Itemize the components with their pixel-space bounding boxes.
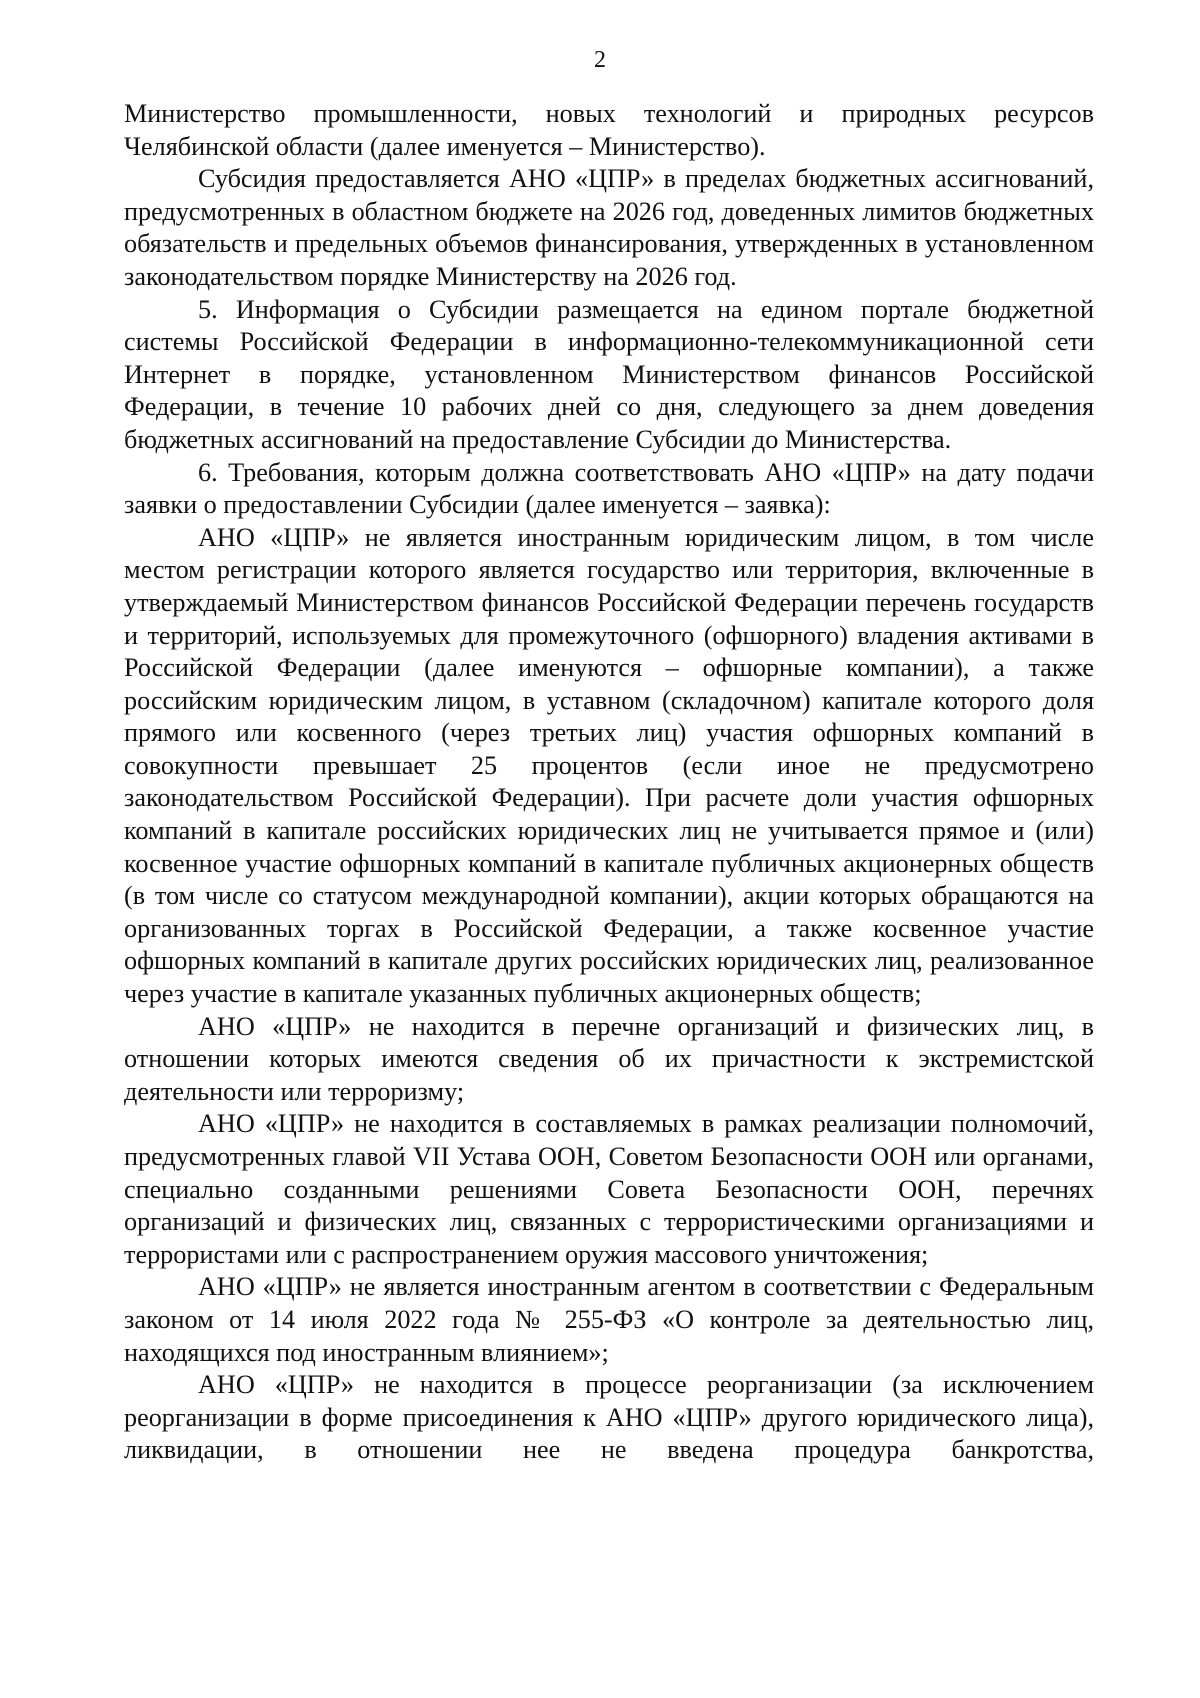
paragraph-item-6-requirements: 6. Требования, которым должна соответствовать АНО «ЦПР» на дату подачи заявки о предоставлении Субсидии (далее именуется – заявка): [124, 457, 1094, 520]
page-number: 2 [594, 47, 606, 73]
paragraph-reorganization-requirement: АНО «ЦПР» не находится в процессе реорганизации (за исключением реорганизации в форме присоединения к АНО «ЦПР» другого юридического лица), ликвидации, в отношении нее не введена процедура банкротства, [124, 1370, 1094, 1465]
paragraph-subsidy-budget: Субсидия предоставляется АНО «ЦПР» в пределах бюджетных ассигнований, предусмотренных в областном бюджете на 2026 год, доведенных лимитов бюджетных обязательств и предельных объемов финансирования, утвержденных в установленном законодательством порядке Министерству на 2026 год. [124, 164, 1094, 291]
paragraph-ministry-definition: Министерство промышленности, новых технологий и природных ресурсов Челябинской области (далее именуется – Министерство). [124, 99, 1094, 161]
paragraph-un-list-requirement: АНО «ЦПР» не находится в составляемых в рамках реализации полномочий, предусмотренных главой VII Устава ООН, Советом Безопасности ООН или органами, специально созданными решениями Совета Безопасности ООН, перечнях организаций и физических лиц, связанных с террористическими организациями и террористами или с распространением оружия массового уничтожения; [124, 1109, 1094, 1269]
paragraph-item-5-information: 5. Информация о Субсидии размещается на едином портале бюджетной системы Российской Федерации в информационно-телекоммуникационной сети Интернет в порядке, установленном Министерством финансов Российской Федерации, в течение 10 рабочих дней со дня, следующего за днем доведения бюджетных ассигнований на предоставление Субсидии до Министерства. [124, 294, 1094, 454]
paragraph-foreign-agent-requirement: АНО «ЦПР» не является иностранным агентом в соответствии с Федеральным законом от 14 июля 2022 года № 255-ФЗ «О контроле за деятельностью лиц, находящихся под иностранным влиянием»; [124, 1272, 1094, 1367]
document-body [124, 98, 1094, 1467]
paragraph-extremism-requirement: АНО «ЦПР» не находится в перечне организаций и физических лиц, в отношении которых имеются сведения об их причастности к экстремистской деятельности или терроризму; [124, 1011, 1094, 1106]
paragraph-offshore-requirement: АНО «ЦПР» не является иностранным юридическим лицом, в том числе местом регистрации которого является государство или территория, включенные в утверждаемый Министерством финансов Российской Федерации перечень государств и территорий, используемых для промежуточного (офшорного) владения активами в Российской Федерации (далее именуются – офшорные компании), а также российским юридическим лицом, в уставном (складочном) капитале которого доля прямого или косвенного (через третьих лиц) участия офшорных компаний в совокупности превышает 25 процентов (если иное не предусмотрено законодательством Российской Федерации). При расчете доли участия офшорных компаний в капитале российских юридических лиц не учитывается прямое и (или) косвенное участие офшорных компаний в капитале публичных акционерных обществ (в том числе со статусом международной компании), акции которых обращаются на организованных торгах в Российской Федерации, а также косвенное участие офшорных компаний в капитале других российских юридических лиц, реализованное через участие в капитале указанных публичных акционерных обществ; [124, 522, 1094, 1009]
